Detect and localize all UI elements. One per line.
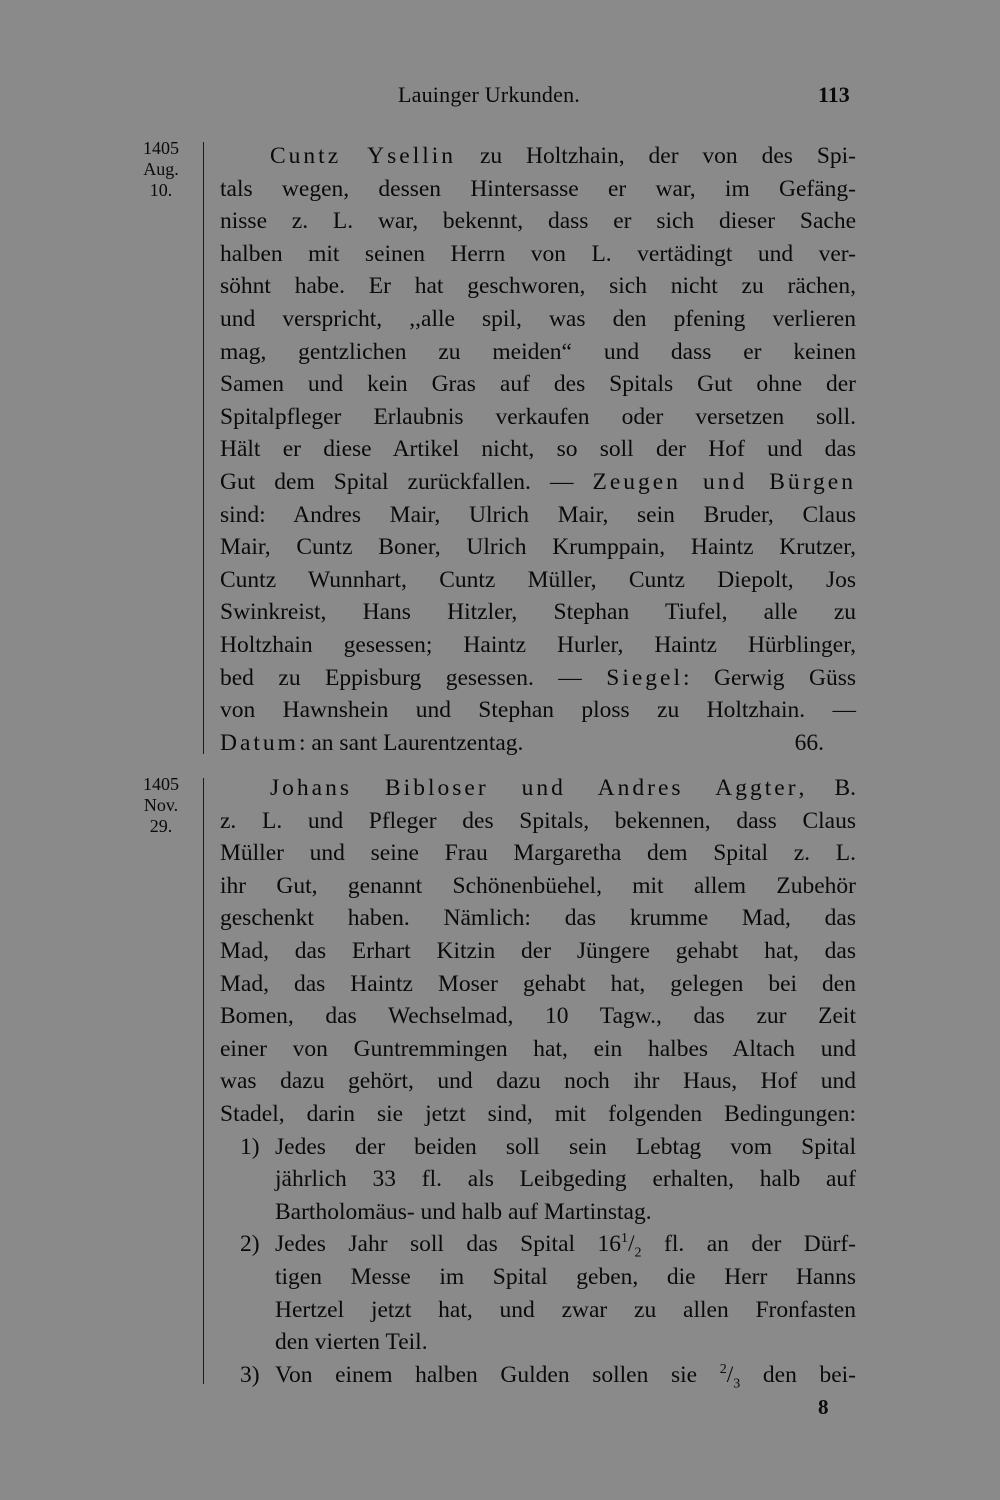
entry-1	[220, 140, 856, 759]
fraction-denominator: 3	[733, 1376, 741, 1392]
list-line: Jedes Jahr soll das Spital $16^1/_2$ fl. an der Dürf-	[275, 1231, 856, 1261]
person-name: Cuntz Ysellin	[270, 143, 457, 169]
entry-line: Stadel, darin sie jetzt sind, mit folgenden Bedingungen:	[220, 1100, 856, 1127]
list-line: Jedes der beiden soll sein Lebtag vom Spital	[275, 1133, 856, 1160]
list-line: Bartholomäus- und halb auf Martinstag.	[275, 1198, 652, 1225]
entry-line: sind: Andres Mair, Ulrich Mair, sein Bruder, Claus	[220, 501, 856, 528]
person-name: Johans Bibloser und Andres Aggter	[270, 775, 799, 801]
running-head: Lauinger Urkunden.	[398, 82, 580, 107]
entry-line: Mair, Cuntz Boner, Ulrich Krumppain, Haintz Krutzer,	[220, 534, 856, 561]
entry-line: Mad, das Erhart Kitzin der Jüngere gehabt hat, das	[220, 937, 856, 964]
list-item	[220, 1359, 856, 1392]
entry-line: Spitalpfleger Erlaubnis verkaufen oder versetzen soll.	[220, 403, 856, 430]
entry-2	[220, 772, 856, 1391]
list-line: jährlich 33 fl. als Leibgeding erhalten, halb auf	[275, 1166, 856, 1193]
entry-line: was dazu gehört, und dazu noch ihr Haus, Hof und	[220, 1068, 856, 1095]
margin-rule-entry-1	[203, 142, 204, 754]
list-line: Von einem halben Gulden sollen sie $^2/_3$ den bei-	[275, 1361, 857, 1392]
margin-date-month: Nov.	[143, 795, 179, 815]
list-number: 3)	[240, 1361, 260, 1388]
signature-mark: 8	[818, 1395, 829, 1419]
list-line: Hertzel jetzt hat, und zwar zu allen Fronfasten	[275, 1296, 856, 1323]
fraction-numerator: 1	[621, 1231, 628, 1247]
entry-line: einer von Guntremmingen hat, ein halbes Altach und	[220, 1035, 856, 1062]
margin-date-month: Aug.	[143, 159, 179, 179]
entry-line: bed zu Eppisburg gesessen. — Siegel: Gerwig Güss	[220, 664, 856, 691]
list-item	[220, 1228, 856, 1358]
entry-line: Swinkreist, Hans Hitzler, Stephan Tiufel, alle zu	[220, 599, 856, 626]
entry-line: söhnt habe. Er hat geschworen, sich nicht zu rächen,	[220, 273, 856, 300]
entry-line: Datum: an sant Laurentzentag. 66.	[220, 727, 856, 760]
date-label: Datum	[220, 729, 299, 756]
entry-line: Bomen, das Wechselmad, 10 Tagw., das zur Zeit	[220, 1003, 856, 1030]
entry-line: Cuntz Ysellin zu Holtzhain, der von des Spi-	[270, 143, 856, 169]
entry-line: und verspricht, ,,alle spil, was den pfening verlieren	[220, 305, 856, 332]
list-number: 2)	[240, 1231, 260, 1258]
entry-line: Gut dem Spital zurückfallen. — Zeugen und Bürgen	[220, 468, 856, 495]
margin-date-year: 1405	[143, 138, 179, 158]
list-line: tigen Messe im Spital geben, die Herr Hanns	[275, 1263, 856, 1290]
margin-date-day: 29.	[149, 816, 173, 836]
list-number: 1)	[240, 1133, 260, 1160]
margin-date-year: 1405	[143, 774, 179, 794]
list-line: den vierten Teil.	[275, 1329, 428, 1356]
entry-line: ihr Gut, genannt Schönenbüehel, mit allem Zubehör	[220, 872, 856, 899]
entry-line: von Hawnshein und Stephan ploss zu Holtzhain. —	[220, 697, 856, 724]
margin-date-entry-1	[130, 138, 192, 201]
margin-rule-entry-2	[203, 778, 204, 1384]
entry-line: Cuntz Wunnhart, Cuntz Müller, Cuntz Diepolt, Jos	[220, 566, 856, 593]
entry-line: halben mit seinen Herrn von L. vertädingt und ver-	[220, 240, 856, 267]
page-number: 113	[818, 82, 850, 107]
witness-label: Zeugen und Bürgen	[592, 468, 856, 495]
entry-line: Mad, das Haintz Moser gehabt hat, gelegen bei den	[220, 970, 856, 997]
entry-line: mag, gentzlichen zu meiden“ und dass er keinen	[220, 338, 856, 365]
entry-line: tals wegen, dessen Hintersasse er war, im Gefäng-	[220, 175, 856, 202]
entry-line: Hält er diese Artikel nicht, so soll der Hof und das	[220, 436, 856, 463]
entry-line: Müller und seine Frau Margaretha dem Spital z. L.	[220, 840, 856, 867]
margin-date-day: 10.	[149, 180, 173, 200]
list-item	[220, 1131, 856, 1229]
entry-number: 66.	[794, 729, 824, 756]
entry-line: geschenkt haben. Nämlich: das krumme Mad, das	[220, 905, 856, 932]
fraction-denominator: 2	[634, 1246, 642, 1261]
entry-line: Johans Bibloser und Andres Aggter, B.	[270, 775, 856, 801]
fraction-numerator: 2	[719, 1361, 727, 1377]
seal-label: Siegel	[606, 664, 684, 691]
entry-line: nisse z. L. war, bekennt, dass er sich dieser Sache	[220, 208, 856, 235]
margin-date-entry-2	[130, 774, 192, 837]
entry-line: Samen und kein Gras auf des Spitals Gut ohne der	[220, 371, 856, 398]
entry-line: Holtzhain gesessen; Haintz Hurler, Haintz Hürblinger,	[220, 631, 856, 658]
entry-line: z. L. und Pfleger des Spitals, bekennen, dass Claus	[220, 807, 856, 834]
